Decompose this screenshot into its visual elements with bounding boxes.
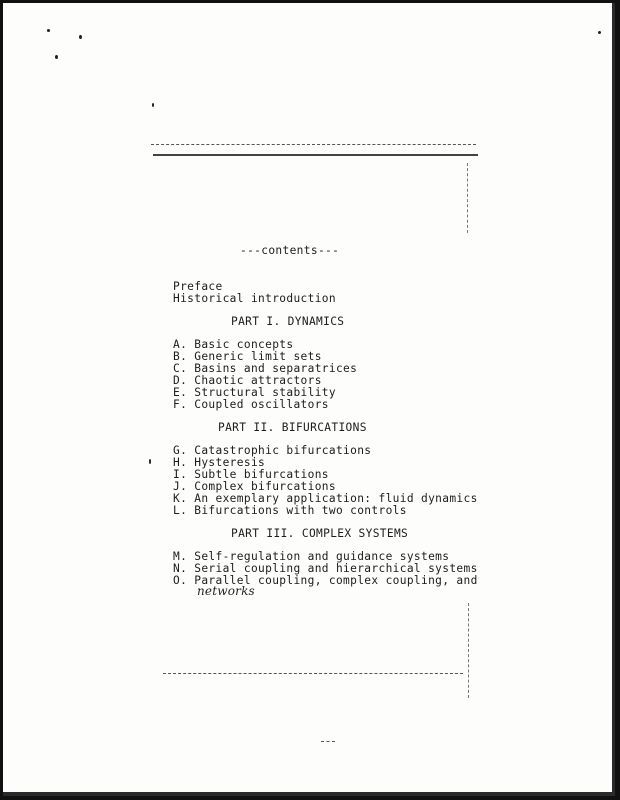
- toc-item: B. Generic limit sets: [173, 350, 322, 363]
- front-matter-preface: Preface: [173, 280, 223, 293]
- toc-item: F. Coupled oscillators: [173, 398, 329, 411]
- bottom-mark: [321, 741, 335, 742]
- part-3-heading: PART III. COMPLEX SYSTEMS: [231, 527, 409, 540]
- top-rule-dashed: [151, 144, 476, 145]
- toc-item: J. Complex bifurcations: [173, 480, 336, 493]
- scan-speck: [149, 459, 151, 464]
- document-page: [3, 3, 615, 796]
- toc-item: C. Basins and separatrices: [173, 362, 358, 375]
- toc-item: E. Structural stability: [173, 386, 336, 399]
- right-margin-line-lower: [468, 603, 469, 698]
- scan-speck: [79, 35, 82, 39]
- toc-item: O. Parallel coupling, complex coupling, and: [173, 574, 478, 587]
- top-rule-solid: [153, 154, 478, 156]
- scan-speck: [55, 55, 58, 59]
- toc-item: N. Serial coupling and hierarchical systems: [173, 562, 478, 575]
- bottom-rule-dashed: [163, 673, 463, 674]
- toc-item: H. Hysteresis: [173, 456, 266, 469]
- scan-speck: [152, 103, 154, 107]
- toc-item: A. Basic concepts: [173, 338, 294, 351]
- scan-speck: [598, 31, 601, 34]
- right-margin-line: [467, 163, 468, 233]
- toc-item: K. An exemplary application: fluid dynamics: [173, 492, 478, 505]
- toc-item: M. Self-regulation and guidance systems: [173, 550, 450, 563]
- toc-item: G. Catastrophic bifurcations: [173, 444, 372, 457]
- part-2-heading: PART II. BIFURCATIONS: [218, 421, 367, 434]
- contents-title: ---contents---: [240, 244, 340, 257]
- toc-item: L. Bifurcations with two controls: [173, 504, 407, 517]
- handwritten-networks: networks: [197, 584, 255, 598]
- scan-speck: [47, 29, 50, 32]
- toc-item: I. Subtle bifurcations: [173, 468, 329, 481]
- part-1-heading: PART I. DYNAMICS: [231, 315, 345, 328]
- toc-item: D. Chaotic attractors: [173, 374, 322, 387]
- front-matter-historical-introduction: Historical introduction: [173, 292, 336, 305]
